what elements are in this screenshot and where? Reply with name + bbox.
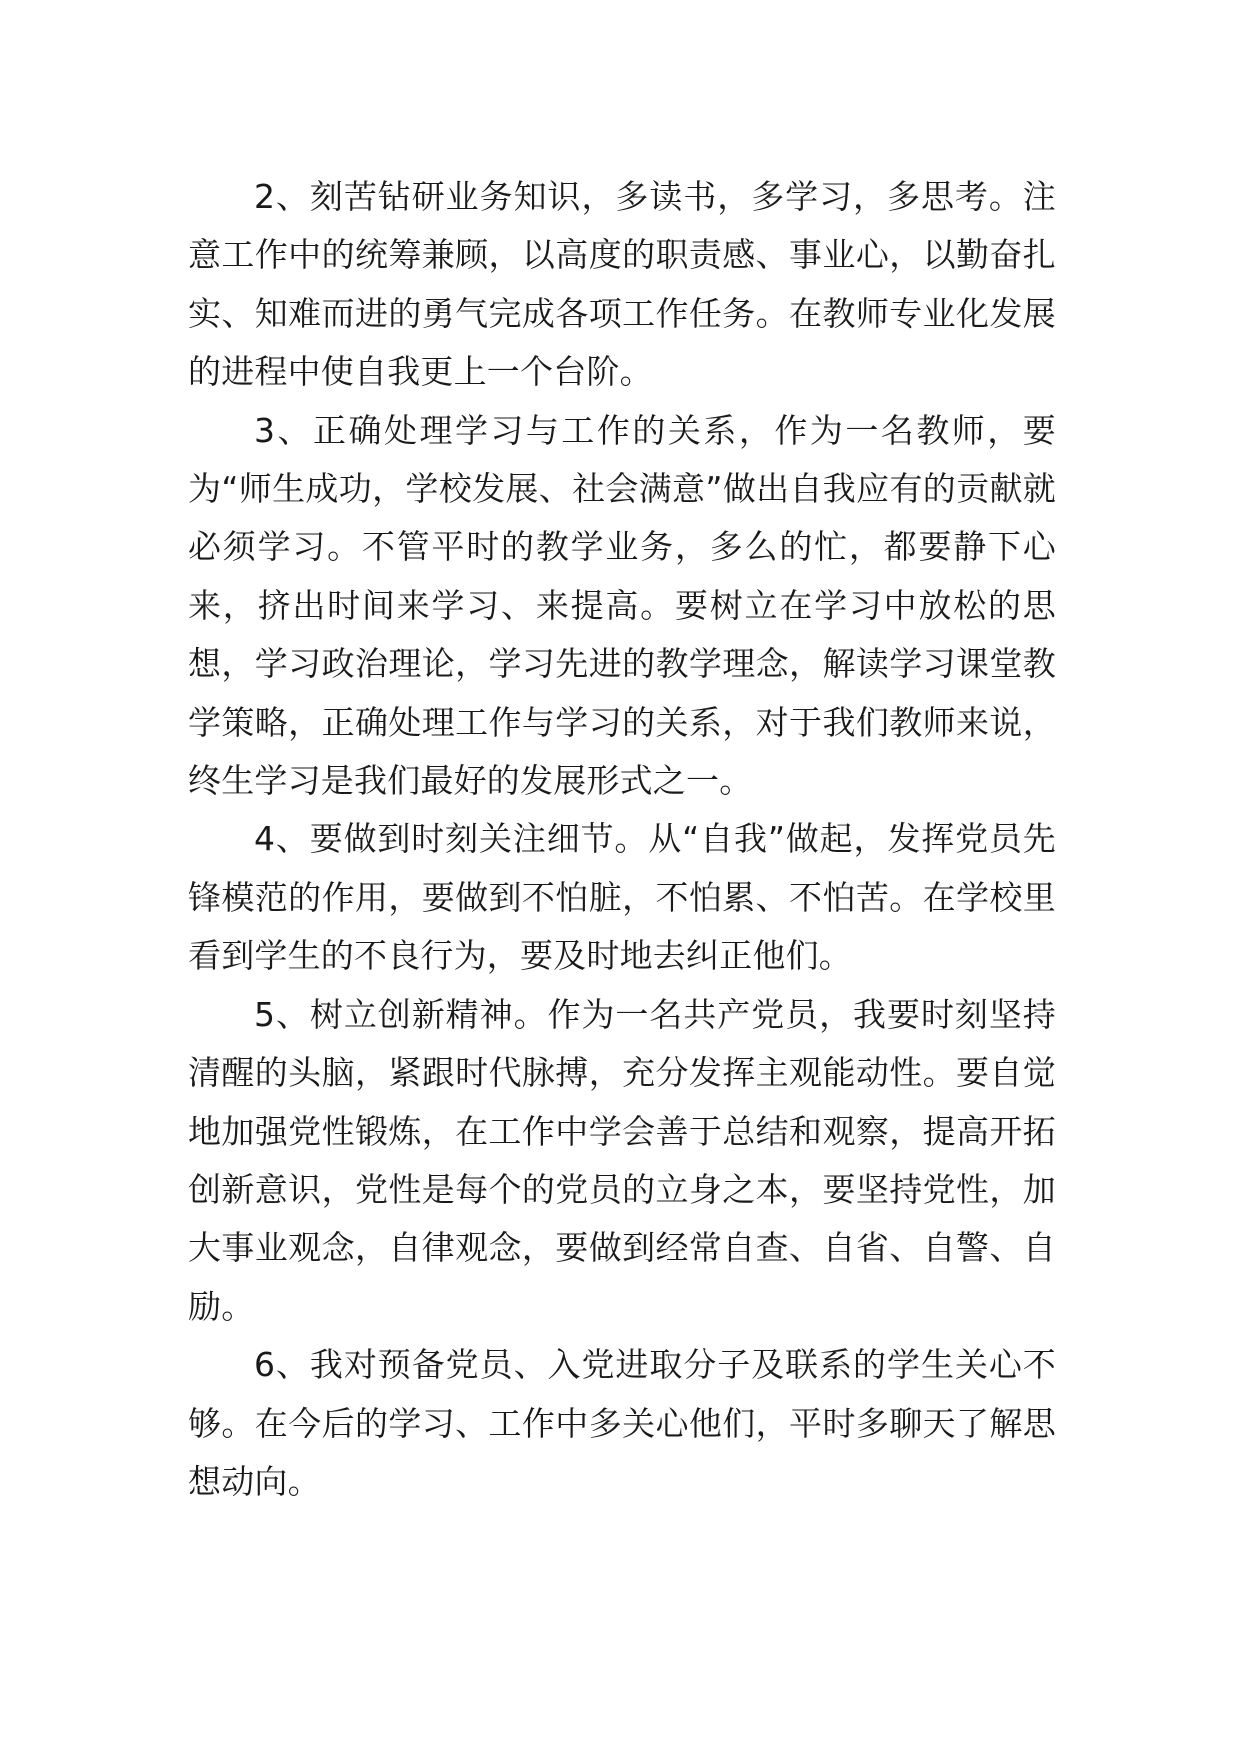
paragraph-item-3: 3、正确处理学习与工作的关系，作为一名教师，要为“师生成功，学校发展、社会满意”做出自我应有的贡献就必须学习。不管平时的教学业务，多么的忙，都要静下心来，挤出时间来学习、来提高。要树立在学习中放松的思想，学习政治理论，学习先进的教学理念，解读学习课堂教学策略，正确处理工作与学习的关系，对于我们教师来说，终生学习是我们最好的发展形式之一。	[188, 410, 1056, 801]
paragraph-item-6: 6、我对预备党员、入党进取分子及联系的学生关心不够。在今后的学习、工作中多关心他们，平时多聊天了解思想动向。	[188, 1345, 1056, 1501]
paragraph-item-5: 5、树立创新精神。作为一名共产党员，我要时刻坚持清醒的头脑，紧跟时代脉搏，充分发挥主观能动性。要自觉地加强党性锻炼，在工作中学会善于总结和观察，提高开拓创新意识，党性是每个的党员的立身之本，要坚持党性，加大事业观念，自律观念，要做到经常自查、自省、自警、自励。	[188, 994, 1056, 1326]
paragraph-item-2: 2、刻苦钻研业务知识，多读书，多学习，多思考。注意工作中的统筹兼顾，以高度的职责感、事业心，以勤奋扎实、知难而进的勇气完成各项工作任务。在教师专业化发展的进程中使自我更上一个台阶。	[188, 177, 1056, 392]
document-body	[188, 168, 1056, 1511]
paragraph-item-4: 4、要做到时刻关注细节。从“自我”做起，发挥党员先锋模范的作用，要做到不怕脏，不怕累、不怕苦。在学校里看到学生的不良行为，要及时地去纠正他们。	[188, 819, 1056, 976]
